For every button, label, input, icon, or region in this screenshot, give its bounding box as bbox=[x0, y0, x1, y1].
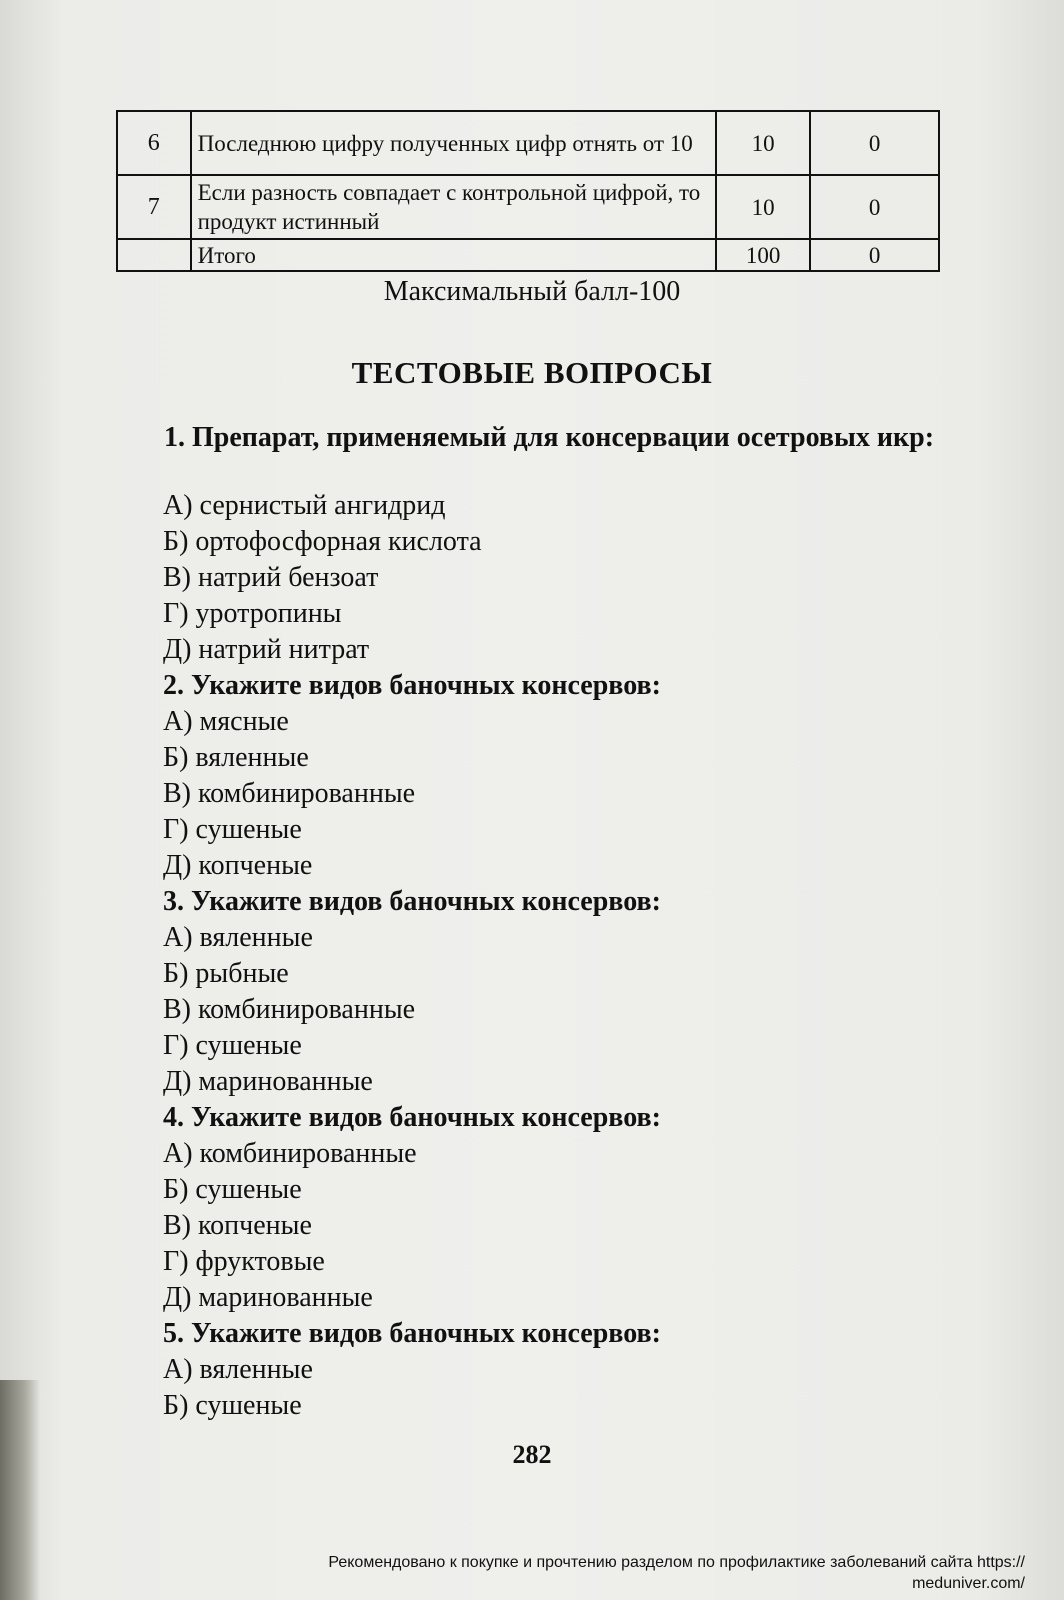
row-number: 7 bbox=[117, 175, 191, 239]
page-number: 282 bbox=[512, 1440, 552, 1469]
answer-option: А) сернистый ангидрид bbox=[163, 490, 446, 521]
row-score: 0 bbox=[810, 111, 939, 175]
answer-option: Б) вяленные bbox=[163, 742, 309, 773]
answer-option: А) мясные bbox=[163, 706, 289, 737]
question-3: 3. Укажите видов баночных консервов: bbox=[163, 886, 661, 917]
question-list bbox=[163, 488, 943, 1424]
footer-line-1: Рекомендовано к покупке и прочтению разделом по профилактике заболеваний сайта https:// bbox=[328, 1554, 1025, 1571]
footer-line-2: meduniver.com/ bbox=[912, 1575, 1025, 1592]
question-2: 2. Укажите видов баночных консервов: bbox=[163, 670, 661, 701]
section-title: ТЕСТОВЫЕ ВОПРОСЫ bbox=[351, 355, 713, 390]
answer-option: Г) уротропины bbox=[163, 598, 342, 629]
answer-option: А) вяленные bbox=[163, 1354, 313, 1385]
answer-option: Д) копченые bbox=[163, 850, 313, 881]
footer-note bbox=[60, 1552, 1025, 1594]
answer-option: Д) маринованные bbox=[163, 1066, 373, 1097]
answer-option: Д) маринованные bbox=[163, 1282, 373, 1313]
table-row bbox=[117, 111, 939, 175]
answer-option: Б) ортофосфорная кислота bbox=[163, 526, 482, 557]
question-4: 4. Укажите видов баночных консервов: bbox=[163, 1102, 661, 1133]
answer-option: Г) сушеные bbox=[163, 814, 302, 845]
question-1: 1. Препарат, применяемый для консервации осетровых икр: bbox=[164, 422, 935, 453]
row-value: 10 bbox=[716, 175, 810, 239]
answer-option: Г) фруктовые bbox=[163, 1246, 325, 1277]
max-score-caption: Максимальный балл-100 bbox=[383, 276, 681, 307]
row-description: Последнюю цифру полученных цифр отнять от 10 bbox=[191, 111, 717, 175]
answer-option: В) натрий бензоат bbox=[163, 562, 379, 593]
answer-option: В) комбинированные bbox=[163, 994, 416, 1025]
answer-option: Г) сушеные bbox=[163, 1030, 302, 1061]
row-description: Если разность совпадает с контрольной цифрой, то продукт истинный bbox=[191, 175, 717, 239]
score-table bbox=[116, 110, 940, 272]
answer-option: Б) сушеные bbox=[163, 1390, 302, 1421]
row-number: 6 bbox=[117, 111, 191, 175]
answer-option: А) комбинированные bbox=[163, 1138, 417, 1169]
answer-option: В) комбинированные bbox=[163, 778, 416, 809]
answer-option: Б) сушеные bbox=[163, 1174, 302, 1205]
answer-option: Б) рыбные bbox=[163, 958, 289, 989]
row-number bbox=[117, 239, 191, 271]
answer-option: В) копченые bbox=[163, 1210, 312, 1241]
row-value: 100 bbox=[716, 239, 810, 271]
row-description: Итого bbox=[191, 239, 717, 271]
answer-option: А) вяленные bbox=[163, 922, 313, 953]
table-row-total bbox=[117, 239, 939, 271]
page-edge-shadow bbox=[0, 1380, 40, 1600]
table-row bbox=[117, 175, 939, 239]
row-score: 0 bbox=[810, 239, 939, 271]
row-value: 10 bbox=[716, 111, 810, 175]
answer-option: Д) натрий нитрат bbox=[163, 634, 370, 665]
question-5: 5. Укажите видов баночных консервов: bbox=[163, 1318, 661, 1349]
row-score: 0 bbox=[810, 175, 939, 239]
